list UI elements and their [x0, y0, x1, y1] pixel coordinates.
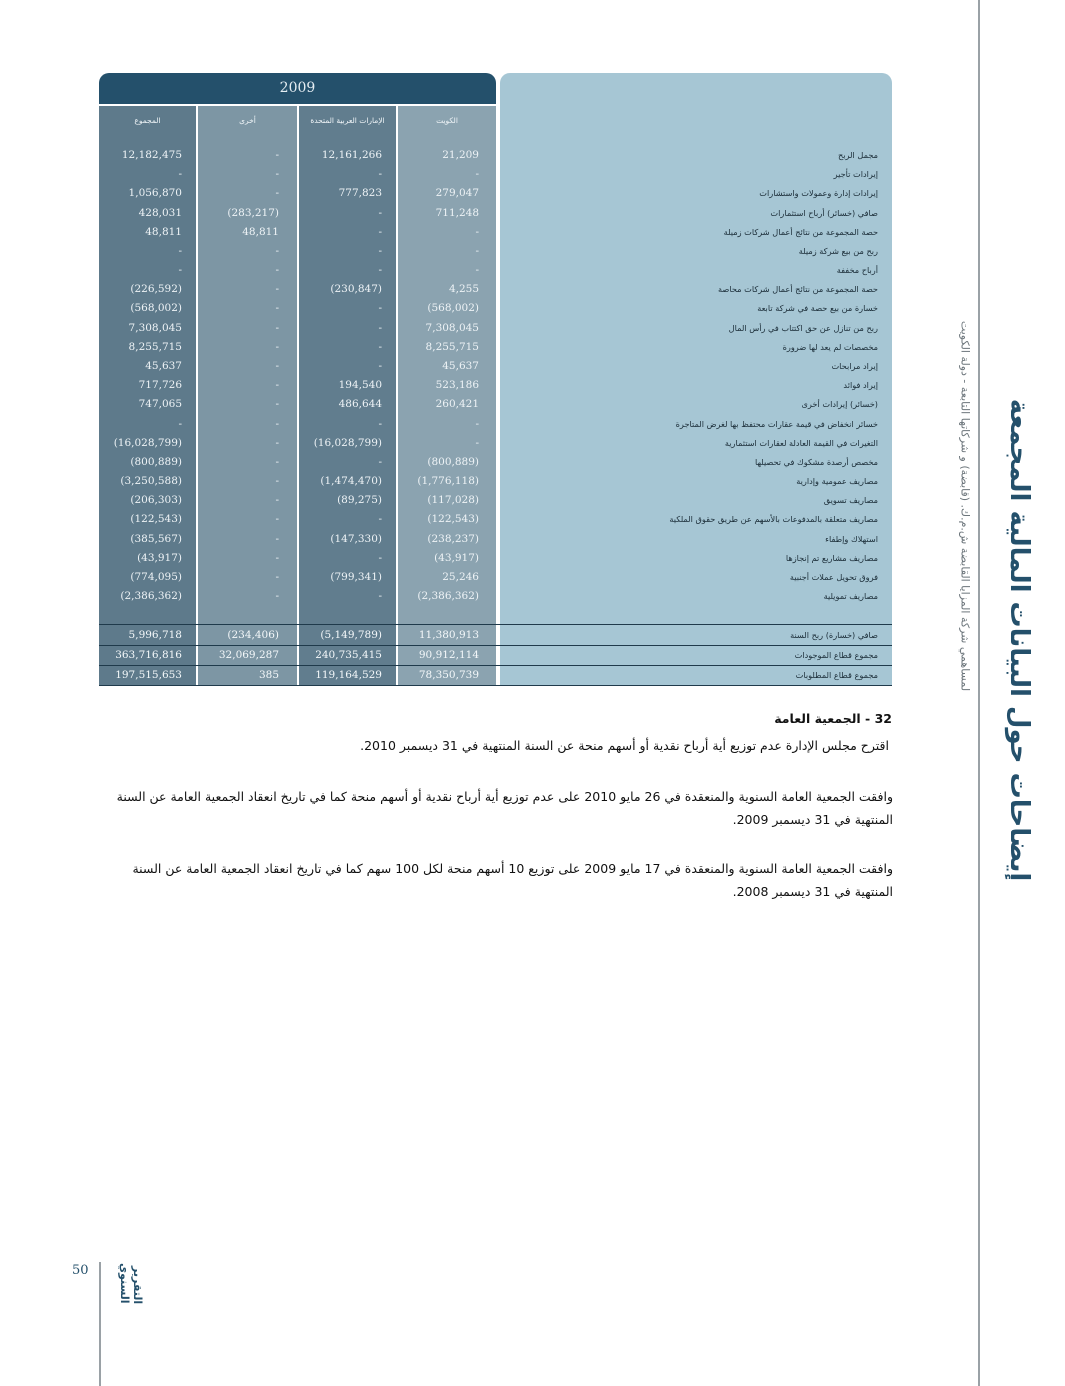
cell-other: (234,406) — [227, 629, 279, 641]
row-label: صافي (خسارة) ربح السنة — [790, 630, 878, 640]
cell-uae: - — [378, 207, 382, 219]
cell-total: 7,308,045 — [128, 322, 182, 334]
cell-total: 363,716,816 — [115, 649, 182, 661]
note-p2-line1: وافقت الجمعية العامة السنوية والمنعقدة في 26 مايو 2010 على عدم توزيع أية أرباح نقدية أو أسهم منحة كما في تاريخ انعقاد الجمعية العامة عن السنة — [116, 789, 893, 804]
row-label: مخصص أرصدة مشكوك في تحصيلها — [754, 457, 878, 467]
row-label: إيراد فوائد — [843, 380, 878, 390]
cell-kuwait: 279,047 — [435, 187, 479, 199]
total-row — [99, 626, 892, 645]
cell-kuwait: - — [475, 168, 479, 180]
cell-uae: - — [378, 590, 382, 602]
cell-uae: - — [378, 322, 382, 334]
cell-other: - — [275, 552, 279, 564]
cell-total: (226,592) — [130, 283, 182, 295]
cell-uae: - — [378, 264, 382, 276]
cell-kuwait: - — [475, 418, 479, 430]
row-label: مجموع قطاع المطلوبات — [795, 670, 878, 680]
cell-other: - — [275, 302, 279, 314]
row-label: صافي (خسائر) أرباح استثمارات — [770, 208, 878, 218]
table-row — [99, 223, 892, 242]
table-row — [99, 510, 892, 529]
cell-total: - — [178, 418, 182, 430]
row-label: ربح من بيع شركة زميلة — [798, 246, 878, 256]
cell-uae: (1,474,470) — [320, 475, 382, 487]
cell-other: - — [275, 475, 279, 487]
cell-kuwait: 8,255,715 — [425, 341, 479, 353]
cell-kuwait: (238,237) — [427, 533, 479, 545]
cell-other: - — [275, 149, 279, 161]
cell-other: - — [275, 513, 279, 525]
table-row — [99, 357, 892, 376]
cell-kuwait: 4,255 — [448, 283, 479, 295]
row-label: فروق تحويل عملات أجنبية — [789, 572, 878, 582]
cell-kuwait: 523,186 — [435, 379, 479, 391]
cell-other: 48,811 — [242, 226, 279, 238]
cell-kuwait: 711,248 — [435, 207, 479, 219]
table-row — [99, 338, 892, 357]
row-label: إيرادات إدارة وعمولات واستشارات — [759, 188, 878, 198]
cell-kuwait: - — [475, 437, 479, 449]
table-row — [99, 415, 892, 434]
cell-other: - — [275, 590, 279, 602]
cell-total: 48,811 — [145, 226, 182, 238]
cell-uae: (799,341) — [330, 571, 382, 583]
cell-total: (16,028,799) — [113, 437, 182, 449]
cell-total: (206,303) — [130, 494, 182, 506]
cell-kuwait: 260,421 — [435, 398, 479, 410]
cell-other: - — [275, 456, 279, 468]
total-row — [99, 666, 892, 685]
cell-uae: - — [378, 456, 382, 468]
row-label: مصاريف متعلقة بالمدفوعات بالأسهم عن طريق حقوق الملكية — [669, 514, 878, 524]
cell-other: 32,069,287 — [218, 649, 279, 661]
cell-total: (568,002) — [130, 302, 182, 314]
row-label: إيرادات تأجير — [833, 169, 878, 179]
cell-uae: (5,149,789) — [320, 629, 382, 641]
cell-total: 428,031 — [138, 207, 182, 219]
cell-kuwait: - — [475, 264, 479, 276]
table-rule — [99, 645, 892, 646]
note-paragraph-3 — [99, 857, 893, 903]
row-label: مصاريف عمومية وإدارية — [796, 476, 878, 486]
cell-total: (385,567) — [130, 533, 182, 545]
side-title: إيضاحات حول البيانات المالية المجمعة — [1004, 398, 1034, 882]
cell-other: - — [275, 245, 279, 257]
row-label: أرباح مخففة — [836, 265, 878, 275]
note-p1-text: اقترح مجلس الإدارة عدم توزيع أية أرباح نقدية أو أسهم منحة عن السنة المنتهية في 31 ديسمبر 2010. — [360, 738, 889, 753]
cell-total: (43,917) — [137, 552, 182, 564]
cell-uae: - — [378, 341, 382, 353]
cell-uae: 12,161,266 — [321, 149, 382, 161]
row-label: مخصصات لم يعد لها ضرورة — [782, 342, 878, 352]
cell-uae: (16,028,799) — [313, 437, 382, 449]
note-p2-line2: المنتهية في 31 ديسمبر 2009. — [732, 812, 893, 827]
cell-total: - — [178, 245, 182, 257]
table-rule — [99, 685, 892, 686]
cell-other: - — [275, 264, 279, 276]
row-label: ربح من تنازل عن حق اكتتاب في رأس المال — [728, 323, 878, 333]
cell-kuwait: (117,028) — [427, 494, 479, 506]
footer-vertical-rule — [99, 1262, 101, 1386]
col-header-uae: الإمارات العربية المتحدة — [310, 116, 385, 125]
cell-uae: 240,735,415 — [315, 649, 382, 661]
cell-other: - — [275, 533, 279, 545]
cell-uae: 119,164,529 — [315, 669, 382, 681]
cell-total: (3,250,588) — [120, 475, 182, 487]
table-row — [99, 299, 892, 318]
table-rule — [99, 665, 892, 666]
table-row — [99, 549, 892, 568]
cell-kuwait: 21,209 — [442, 149, 479, 161]
table-row — [99, 376, 892, 395]
side-subtitle: لمساهمي شركة المزايا القابضة ش.م.ك. (قابضة) و شركاتها التابعة - دولة الكويت — [958, 320, 972, 692]
cell-total: 8,255,715 — [128, 341, 182, 353]
note-paragraph-1 — [99, 734, 893, 757]
note-p3-line2: المنتهية في 31 ديسمبر 2008. — [732, 884, 893, 899]
table-row — [99, 204, 892, 223]
row-label: إيراد مرابحات — [831, 361, 878, 371]
table-row — [99, 434, 892, 453]
note-title: 32 - الجمعية العامة — [774, 711, 892, 726]
cell-total: - — [178, 264, 182, 276]
cell-other: - — [275, 379, 279, 391]
cell-total: (774,095) — [130, 571, 182, 583]
cell-total: 45,637 — [145, 360, 182, 372]
table-row — [99, 568, 892, 587]
cell-kuwait: 78,350,739 — [418, 669, 479, 681]
table-row — [99, 165, 892, 184]
table-row — [99, 146, 892, 165]
cell-kuwait: (122,543) — [427, 513, 479, 525]
table-row — [99, 491, 892, 510]
cell-other: - — [275, 341, 279, 353]
page-number: 50 — [72, 1263, 89, 1278]
cell-uae: (147,330) — [330, 533, 382, 545]
cell-uae: - — [378, 226, 382, 238]
row-label: خسائر انخفاض في قيمة عقارات محتفظ بها لغرض المتاجرة — [675, 419, 878, 429]
cell-total: (2,386,362) — [120, 590, 182, 602]
cell-total: (800,889) — [130, 456, 182, 468]
row-label: خسارة من بيع حصة في شركة تابعة — [757, 303, 878, 313]
cell-uae: - — [378, 168, 382, 180]
row-label: استهلاك وإطفاء — [825, 534, 878, 544]
col-header-other: أخرى — [239, 116, 256, 125]
row-label: مجمل الربح — [837, 150, 878, 160]
cell-uae: - — [378, 552, 382, 564]
table-rule — [99, 624, 892, 625]
cell-kuwait: - — [475, 226, 479, 238]
cell-uae: - — [378, 513, 382, 525]
cell-other: - — [275, 283, 279, 295]
cell-other: - — [275, 418, 279, 430]
cell-kuwait: - — [475, 245, 479, 257]
cell-total: 1,056,870 — [128, 187, 182, 199]
table-row — [99, 453, 892, 472]
table-row — [99, 472, 892, 491]
col-header-total: المجموع — [134, 116, 161, 125]
cell-kuwait: (2,386,362) — [417, 590, 479, 602]
note-paragraph-2 — [99, 785, 893, 831]
cell-other: 385 — [258, 669, 279, 681]
cell-kuwait: 90,912,114 — [418, 649, 479, 661]
cell-other: - — [275, 494, 279, 506]
cell-other: - — [275, 322, 279, 334]
cell-uae: - — [378, 418, 382, 430]
cell-other: - — [275, 360, 279, 372]
cell-kuwait: 45,637 — [442, 360, 479, 372]
cell-total: 197,515,653 — [115, 669, 182, 681]
cell-uae: 777,823 — [338, 187, 382, 199]
table-row — [99, 395, 892, 414]
cell-kuwait: (1,776,118) — [417, 475, 479, 487]
cell-total: - — [178, 168, 182, 180]
table-row — [99, 530, 892, 549]
cell-other: - — [275, 571, 279, 583]
cell-total: (122,543) — [130, 513, 182, 525]
annual-report-logo: التقرير السنوي — [118, 1263, 144, 1304]
cell-kuwait: (43,917) — [434, 552, 479, 564]
cell-uae: (89,275) — [337, 494, 382, 506]
cell-total: 5,996,718 — [128, 629, 182, 641]
row-label: مجموع قطاع الموجودات — [794, 650, 878, 660]
cell-kuwait: 7,308,045 — [425, 322, 479, 334]
year-header: 2009 — [99, 73, 496, 104]
cell-total: 12,182,475 — [121, 149, 182, 161]
cell-other: - — [275, 437, 279, 449]
cell-kuwait: (800,889) — [427, 456, 479, 468]
table-row — [99, 587, 892, 606]
cell-total: 747,065 — [138, 398, 182, 410]
row-label: مصاريف تسويق — [823, 495, 878, 505]
cell-other: - — [275, 187, 279, 199]
cell-uae: (230,847) — [330, 283, 382, 295]
cell-uae: - — [378, 302, 382, 314]
cell-uae: - — [378, 245, 382, 257]
right-vertical-rule — [978, 0, 980, 1386]
row-label: مصاريف تمويلية — [823, 591, 878, 601]
total-row — [99, 646, 892, 665]
cell-other: - — [275, 168, 279, 180]
cell-kuwait: 25,246 — [442, 571, 479, 583]
cell-kuwait: (568,002) — [427, 302, 479, 314]
row-label: (خسائر) إيرادات أخرى — [801, 399, 878, 409]
row-label: مصاريف مشاريع تم إنجازها — [785, 553, 878, 563]
cell-kuwait: 11,380,913 — [418, 629, 479, 641]
row-label: حصة المجموعة من نتائج أعمال شركات زميلة — [723, 227, 878, 237]
table-row — [99, 261, 892, 280]
cell-other: (283,217) — [227, 207, 279, 219]
row-label: التغيرات في القيمة العادلة لعقارات استثمارية — [724, 438, 878, 448]
table-row — [99, 242, 892, 261]
cell-other: - — [275, 398, 279, 410]
cell-uae: 486,644 — [338, 398, 382, 410]
cell-uae: 194,540 — [338, 379, 382, 391]
note-p3-line1: وافقت الجمعية العامة السنوية والمنعقدة في 17 مايو 2009 على توزيع 10 أسهم منحة لكل 100 سهم كما في تاريخ انعقاد الجمعية العامة عن السنة — [132, 861, 893, 876]
table-row — [99, 184, 892, 203]
table-row — [99, 319, 892, 338]
col-header-kuwait: الكويت — [436, 116, 458, 125]
cell-total: 717,726 — [138, 379, 182, 391]
cell-uae: - — [378, 360, 382, 372]
table-row — [99, 280, 892, 299]
row-label: حصة المجموعة من نتائج أعمال شركات محاصة — [718, 284, 878, 294]
